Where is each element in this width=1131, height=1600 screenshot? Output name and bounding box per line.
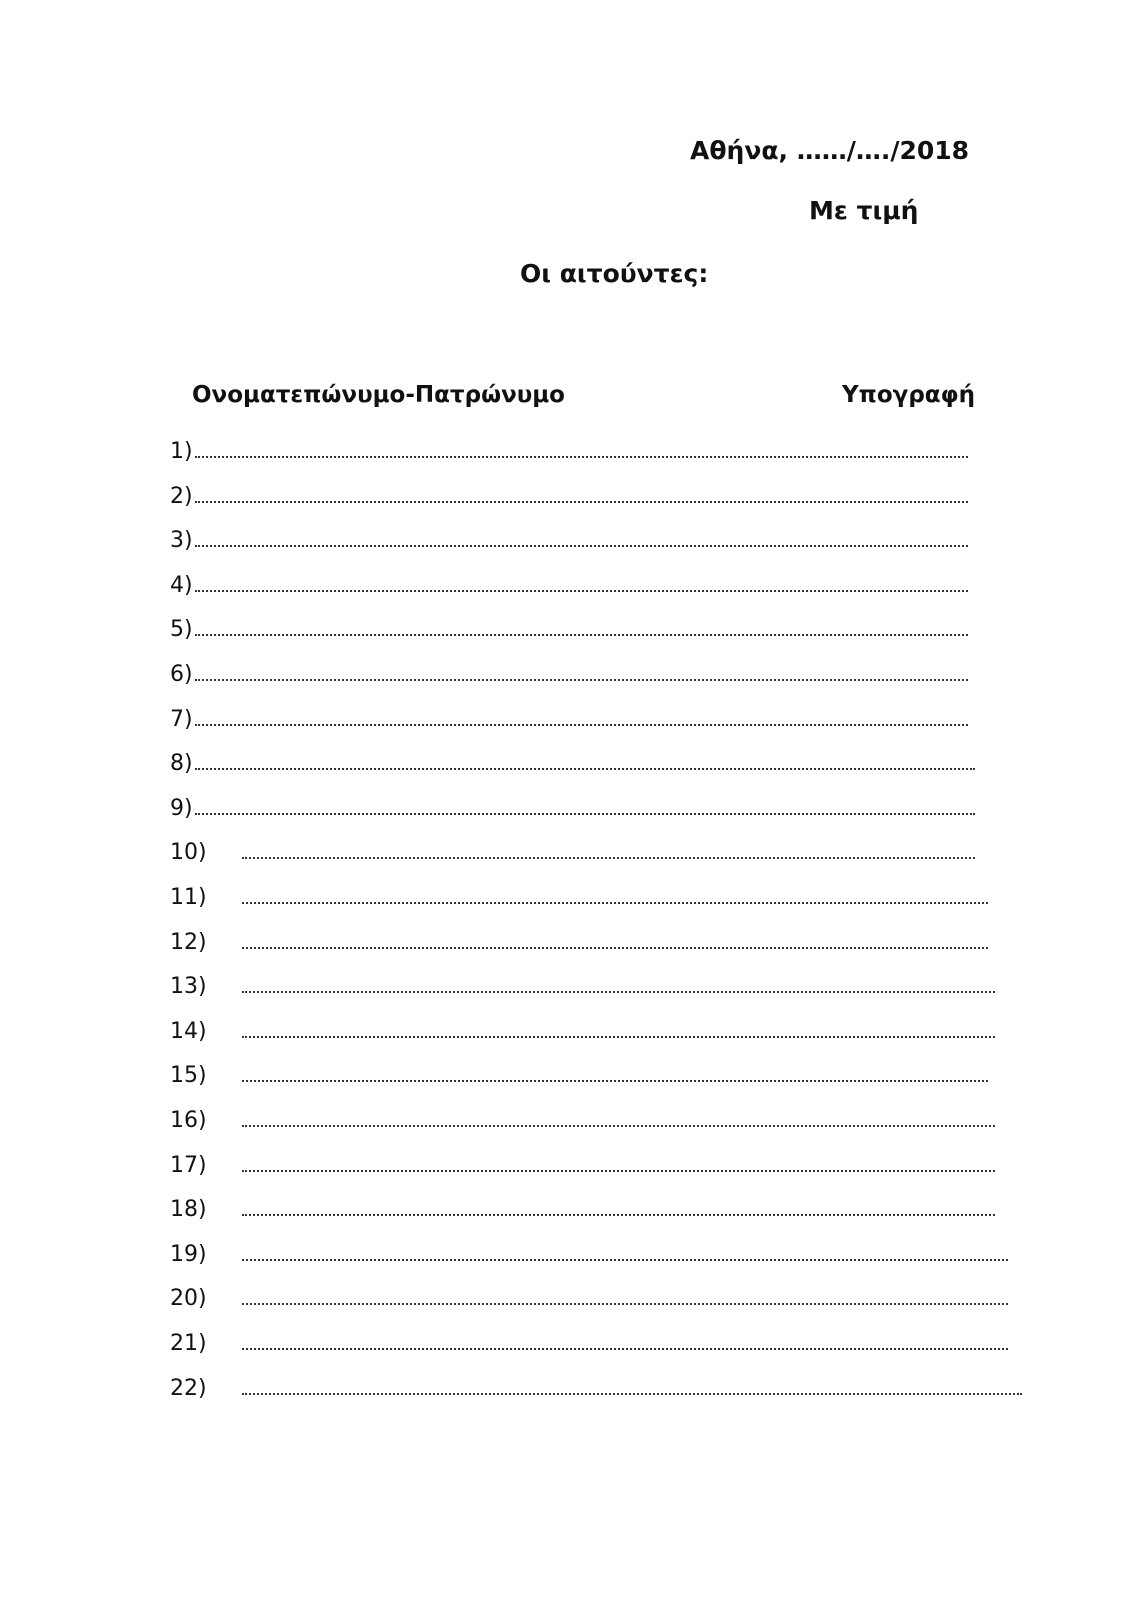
applicant-entry: [170, 1018, 995, 1048]
entry-number: 8): [170, 751, 193, 777]
entry-dotted-line[interactable]: [195, 572, 968, 592]
entry-number: 4): [170, 572, 193, 598]
entry-dotted-line[interactable]: [242, 1241, 1008, 1261]
entry-number: 10): [170, 840, 207, 866]
entry-number: 1): [170, 439, 193, 464]
entry-number: 12): [170, 929, 207, 955]
entry-number: 13): [170, 974, 207, 1000]
entry-number: 7): [170, 706, 193, 732]
signature-column-header: Υπογραφή: [842, 382, 975, 408]
applicant-entry: [170, 750, 975, 780]
applicant-entry: [170, 1062, 988, 1092]
applicant-entry: [170, 1107, 995, 1137]
applicant-entry: [170, 1285, 1008, 1315]
entry-number: 19): [170, 1241, 207, 1267]
applicant-entry: [170, 1152, 995, 1182]
applicant-entry: [170, 1241, 1008, 1271]
entry-number: 18): [170, 1197, 207, 1223]
entry-dotted-line[interactable]: [242, 1285, 1008, 1305]
entry-number: 16): [170, 1108, 207, 1133]
entry-dotted-line[interactable]: [195, 616, 968, 636]
entry-number: 22): [170, 1375, 207, 1401]
applicant-entry: [170, 795, 975, 825]
entry-number: 6): [170, 662, 193, 687]
applicant-entry: [170, 1330, 1008, 1360]
entry-number: 20): [170, 1286, 207, 1312]
applicant-entry: [170, 1196, 995, 1226]
entry-number: 11): [170, 885, 207, 910]
applicant-entry: [170, 929, 988, 959]
entry-number: 2): [170, 483, 193, 509]
entry-dotted-line[interactable]: [195, 527, 968, 547]
applicant-entry: [170, 1375, 1022, 1405]
entry-number: 21): [170, 1331, 207, 1356]
entry-number: 15): [170, 1063, 207, 1089]
entry-number: 17): [170, 1152, 207, 1178]
applicant-entry: [170, 616, 968, 646]
applicant-entry: [170, 706, 968, 736]
applicant-entry: [170, 839, 975, 869]
entry-dotted-line[interactable]: [195, 750, 975, 770]
name-column-header: Ονοματεπώνυμο-Πατρώνυμο: [192, 382, 565, 408]
entry-dotted-line[interactable]: [242, 973, 995, 993]
entry-dotted-line[interactable]: [195, 438, 968, 458]
entry-dotted-line[interactable]: [242, 1062, 988, 1082]
entry-dotted-line[interactable]: [195, 661, 968, 681]
entry-dotted-line[interactable]: [195, 795, 975, 815]
entry-dotted-line[interactable]: [242, 1375, 1022, 1395]
entry-number: 5): [170, 617, 193, 643]
entry-dotted-line[interactable]: [242, 1107, 995, 1127]
entry-dotted-line[interactable]: [242, 1330, 1008, 1350]
entry-dotted-line[interactable]: [195, 483, 968, 503]
closing-text: Με τιμή: [809, 196, 919, 225]
entry-dotted-line[interactable]: [242, 1196, 995, 1216]
entry-dotted-line[interactable]: [242, 839, 975, 859]
applicant-entry: [170, 527, 968, 557]
applicant-entry: [170, 884, 988, 914]
applicant-entry: [170, 661, 968, 691]
applicant-entry: [170, 572, 968, 602]
applicant-entry: [170, 973, 995, 1003]
entry-dotted-line[interactable]: [242, 884, 988, 904]
entry-number: 14): [170, 1018, 207, 1044]
entry-dotted-line[interactable]: [242, 1152, 995, 1172]
entry-dotted-line[interactable]: [242, 929, 988, 949]
entry-dotted-line[interactable]: [195, 706, 968, 726]
entry-number: 9): [170, 795, 193, 821]
entry-number: 3): [170, 528, 193, 554]
entry-dotted-line[interactable]: [242, 1018, 995, 1038]
applicant-entry: [170, 483, 968, 513]
applicants-heading: Οι αιτούντες:: [520, 259, 709, 288]
applicant-entry: [170, 438, 968, 468]
date-line: Αθήνα, ……/…./2018: [690, 136, 970, 165]
